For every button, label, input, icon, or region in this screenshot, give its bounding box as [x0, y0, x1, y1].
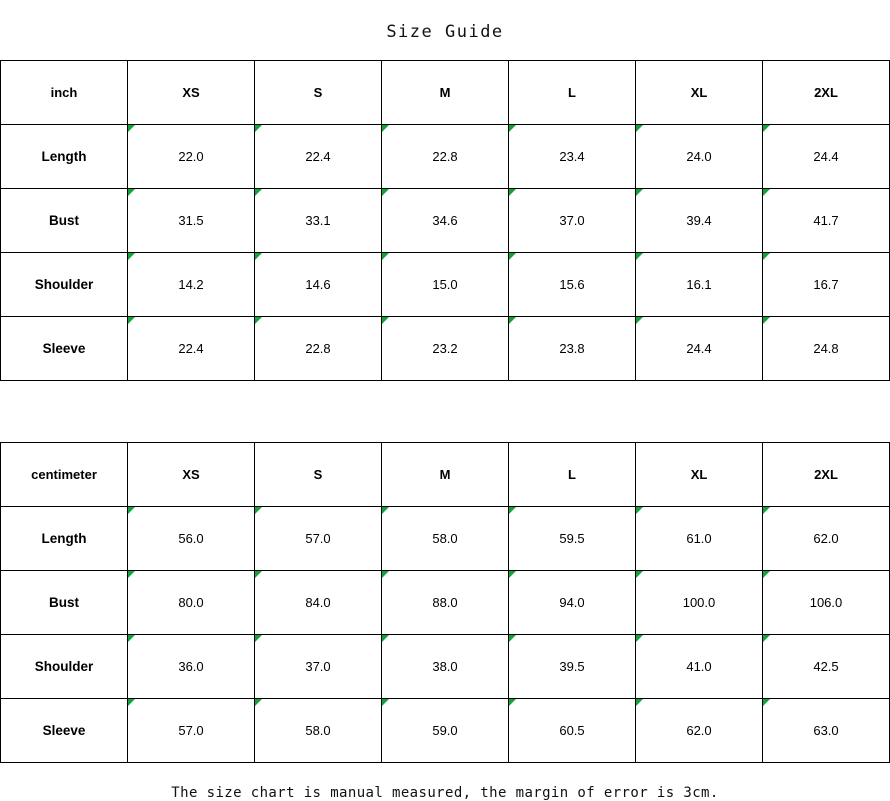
- measurement-cell: 56.0: [128, 507, 255, 571]
- measurement-cell: 42.5: [763, 635, 890, 699]
- table-row: [1, 189, 890, 253]
- page-title: Size Guide: [386, 22, 504, 42]
- measurement-cell: 24.0: [636, 125, 763, 189]
- measurement-cell: 59.5: [509, 507, 636, 571]
- measurement-cell: 15.0: [382, 253, 509, 317]
- measurement-cell: 23.4: [509, 125, 636, 189]
- measurement-cell: 22.4: [255, 125, 382, 189]
- row-label: Shoulder: [1, 253, 128, 317]
- row-label: Length: [1, 507, 128, 571]
- measurement-cell: 24.8: [763, 317, 890, 381]
- measurement-cell: 57.0: [255, 507, 382, 571]
- measurement-cell: 23.2: [382, 317, 509, 381]
- column-header: XS: [128, 61, 255, 125]
- column-header: S: [255, 61, 382, 125]
- measurement-cell: 106.0: [763, 571, 890, 635]
- measurement-cell: 63.0: [763, 699, 890, 763]
- disclaimer-note: The size chart is manual measured, the margin of error is 3cm.: [171, 785, 719, 801]
- row-label: Shoulder: [1, 635, 128, 699]
- measurement-cell: 23.8: [509, 317, 636, 381]
- column-header: XL: [636, 61, 763, 125]
- column-header: XS: [128, 443, 255, 507]
- measurement-cell: 84.0: [255, 571, 382, 635]
- measurement-cell: 38.0: [382, 635, 509, 699]
- measurement-cell: 100.0: [636, 571, 763, 635]
- measurement-cell: 24.4: [763, 125, 890, 189]
- row-label: Bust: [1, 189, 128, 253]
- table-row: [1, 507, 890, 571]
- measurement-cell: 15.6: [509, 253, 636, 317]
- column-header: 2XL: [763, 61, 890, 125]
- size-table-inch: [0, 60, 890, 381]
- measurement-cell: 59.0: [382, 699, 509, 763]
- measurement-cell: 80.0: [128, 571, 255, 635]
- table-row: [1, 571, 890, 635]
- unit-label: centimeter: [1, 443, 128, 507]
- row-label: Bust: [1, 571, 128, 635]
- measurement-cell: 58.0: [255, 699, 382, 763]
- column-header: M: [382, 443, 509, 507]
- column-header: XL: [636, 443, 763, 507]
- measurement-cell: 37.0: [255, 635, 382, 699]
- column-header: M: [382, 61, 509, 125]
- measurement-cell: 22.8: [255, 317, 382, 381]
- table-row: [1, 125, 890, 189]
- measurement-cell: 16.7: [763, 253, 890, 317]
- measurement-cell: 41.7: [763, 189, 890, 253]
- size-table-centimeter: [0, 442, 890, 763]
- measurement-cell: 62.0: [636, 699, 763, 763]
- measurement-cell: 62.0: [763, 507, 890, 571]
- column-header: S: [255, 443, 382, 507]
- measurement-cell: 14.6: [255, 253, 382, 317]
- inch-table-wrap: [0, 60, 890, 381]
- column-header: L: [509, 443, 636, 507]
- measurement-cell: 16.1: [636, 253, 763, 317]
- row-label: Length: [1, 125, 128, 189]
- measurement-cell: 58.0: [382, 507, 509, 571]
- row-label: Sleeve: [1, 317, 128, 381]
- table-row: [1, 699, 890, 763]
- measurement-cell: 88.0: [382, 571, 509, 635]
- measurement-cell: 39.5: [509, 635, 636, 699]
- measurement-cell: 39.4: [636, 189, 763, 253]
- measurement-cell: 24.4: [636, 317, 763, 381]
- table-row: [1, 317, 890, 381]
- table-row: [1, 253, 890, 317]
- measurement-cell: 41.0: [636, 635, 763, 699]
- unit-label: inch: [1, 61, 128, 125]
- measurement-cell: 57.0: [128, 699, 255, 763]
- measurement-cell: 22.0: [128, 125, 255, 189]
- measurement-cell: 31.5: [128, 189, 255, 253]
- measurement-cell: 14.2: [128, 253, 255, 317]
- measurement-cell: 36.0: [128, 635, 255, 699]
- column-header: 2XL: [763, 443, 890, 507]
- table-separator: [0, 381, 890, 442]
- measurement-cell: 33.1: [255, 189, 382, 253]
- table-header-row: [1, 61, 890, 125]
- row-label: Sleeve: [1, 699, 128, 763]
- measurement-cell: 61.0: [636, 507, 763, 571]
- column-header: L: [509, 61, 636, 125]
- measurement-cell: 22.4: [128, 317, 255, 381]
- measurement-cell: 60.5: [509, 699, 636, 763]
- measurement-cell: 22.8: [382, 125, 509, 189]
- table-header-row: [1, 443, 890, 507]
- table-row: [1, 635, 890, 699]
- measurement-cell: 34.6: [382, 189, 509, 253]
- measurement-cell: 37.0: [509, 189, 636, 253]
- centimeter-table-wrap: [0, 442, 890, 763]
- measurement-cell: 94.0: [509, 571, 636, 635]
